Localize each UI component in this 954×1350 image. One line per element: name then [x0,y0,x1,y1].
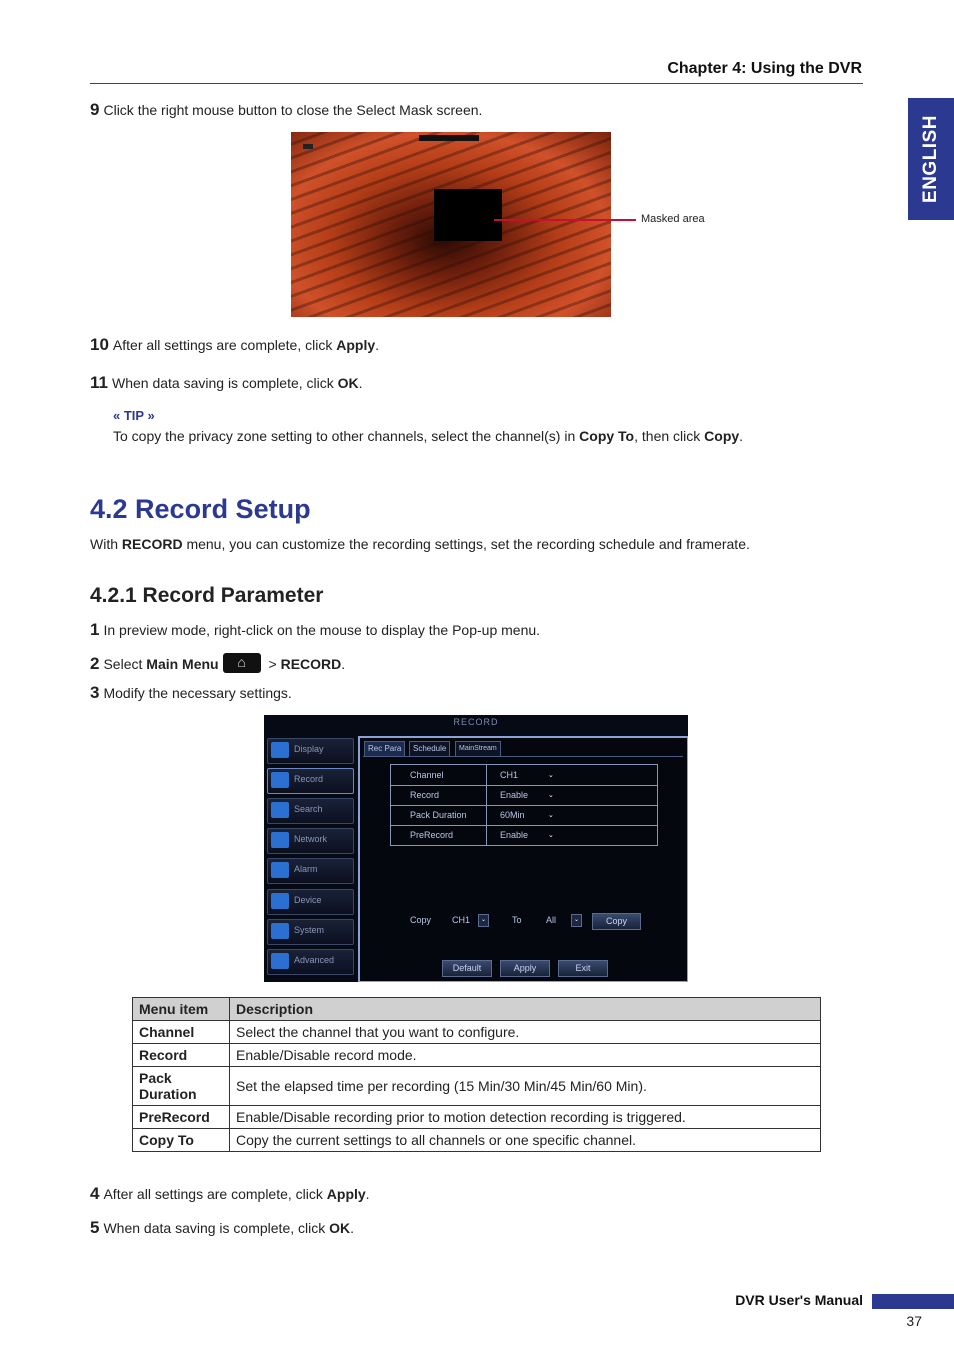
step-4 [90,1184,370,1204]
copy-button[interactable]: Copy [592,913,641,930]
chapter-heading: Chapter 4: Using the DVR [667,60,862,77]
copy-from-select[interactable]: CH1 [452,915,471,925]
chevron-down-icon[interactable]: ⌄ [548,792,554,799]
tip-body [113,428,743,444]
step-5 [90,1218,354,1238]
gear-icon [271,923,289,939]
table-row [133,1044,821,1067]
channel-select[interactable]: CH1 [500,770,519,780]
display-icon [271,742,289,758]
step-text-end: . [365,1186,370,1202]
step-text-end: . [341,656,346,672]
substep-3 [90,683,292,703]
settings-grid [390,764,658,846]
device-icon [271,893,289,909]
step-number: 9 [90,100,100,119]
channel-overlay [303,144,313,149]
sidebar-item-advanced[interactable] [267,949,354,975]
apply-button[interactable]: Apply [500,960,550,977]
chevron-down-icon[interactable]: ⌄ [548,772,554,779]
step-text: Select [103,656,147,672]
page-number: 37 [906,1313,922,1329]
sidebar-item-device[interactable] [267,889,354,915]
copy-label: Copy [410,915,432,925]
substep-2 [90,654,345,675]
step-bold: RECORD [280,656,342,672]
step-text-end: . [375,337,380,353]
step-bold: Main Menu [146,656,219,672]
record-icon [271,772,289,788]
copy-to-select[interactable]: All [546,915,557,925]
row-key: Channel [410,770,444,780]
mask-preview-photo [291,132,611,317]
table-cell-key: Pack Duration [133,1067,230,1106]
row-prerecord [391,825,657,845]
step-number: 10 [90,335,109,354]
search-icon [271,802,289,818]
tab-rec-para[interactable]: Rec Para [364,741,405,756]
subsection-title: 4.2.1 Record Parameter [90,584,324,607]
tab-mainstream[interactable]: MainStream [455,741,501,756]
step-text: Modify the necessary settings. [103,685,292,701]
sidebar-label: Network [294,834,328,844]
to-label: To [512,915,522,925]
step-text: In preview mode, right-click on the mouse to display the Pop-up menu. [103,622,541,638]
table-cell-key: Channel [133,1021,230,1044]
section-intro [90,536,750,552]
timestamp-overlay [419,135,479,141]
parameter-table [132,997,821,1152]
sidebar-label: Device [294,895,322,905]
record-select[interactable]: Enable [500,790,529,800]
intro-text: menu, you can customize the recording settings, set the recording schedule and framerate. [182,536,750,552]
row-key: Record [410,790,440,800]
step-text: When data saving is complete, click [103,1220,330,1236]
dvr-title: RECORD [453,717,499,727]
row-record [391,785,657,806]
step-11 [90,373,363,393]
step-number: 4 [90,1184,100,1203]
table-row [133,1067,821,1106]
footer-manual-title: DVR User's Manual [735,1292,863,1308]
tab-divider [363,756,683,757]
sidebar-label: Display [294,744,324,754]
record-panel [358,736,688,982]
tip-text: . [739,428,744,444]
network-icon [271,832,289,848]
step-text-end: . [358,375,363,391]
step-10 [90,335,379,355]
prerecord-select[interactable]: Enable [500,830,529,840]
row-key: PreRecord [410,830,454,840]
advanced-icon [271,953,289,969]
step-number: 2 [90,654,100,673]
sidebar-label: Search [294,804,323,814]
step-text: When data saving is complete, click [111,375,338,391]
tab-schedule[interactable]: Schedule [409,741,450,756]
sidebar-item-alarm[interactable] [267,858,354,884]
home-icon: ⌂ [223,653,261,673]
row-key: Pack Duration [410,810,467,820]
language-tab [908,98,954,220]
sidebar-item-record[interactable] [267,768,354,794]
step-text: After all settings are complete, click [112,337,337,353]
step-text: > [264,656,281,672]
table-row [133,1129,821,1152]
table-header: Description [230,998,821,1021]
footer-bar [872,1294,954,1309]
table-cell-key: PreRecord [133,1106,230,1129]
step-text-end: . [350,1220,355,1236]
step-number: 3 [90,683,100,702]
step-number: 5 [90,1218,100,1237]
sidebar-label: System [294,925,325,935]
substep-1 [90,620,540,640]
step-text: After all settings are complete, click [103,1186,327,1202]
sidebar-label: Alarm [294,864,318,874]
alarm-icon [271,862,289,878]
row-pack-duration [391,805,657,826]
step-bold: Apply [326,1186,366,1202]
step-bold: Apply [336,337,376,353]
table-cell-key: Copy To [133,1129,230,1152]
dvr-record-screen [264,715,688,982]
table-header-row [133,998,821,1021]
sidebar-item-system[interactable] [267,919,354,945]
step-number: 11 [90,373,108,392]
callout-line [494,219,636,221]
table-cell-key: Record [133,1044,230,1067]
sidebar-label: Record [294,774,324,784]
header-rule [90,83,863,84]
masked-area [434,189,502,241]
sidebar-item-display[interactable] [267,738,354,764]
chevron-down-icon[interactable]: ⌄ [548,812,554,819]
step-number: 1 [90,620,100,639]
table-cell: Enable/Disable recording prior to motion detection recording is triggered. [230,1106,821,1129]
sidebar-item-network[interactable] [267,828,354,854]
table-row [133,1021,821,1044]
default-button[interactable]: Default [442,960,492,977]
chevron-down-icon[interactable]: ⌄ [548,832,554,839]
sidebar-item-search[interactable] [267,798,354,824]
intro-text: With [90,536,122,552]
chevron-down-icon[interactable]: ⌄ [478,914,489,927]
table-cell: Enable/Disable record mode. [230,1044,821,1067]
table-cell: Copy the current settings to all channels or one specific channel. [230,1129,821,1152]
step-bold: OK [329,1220,351,1236]
callout-label: Masked area [641,213,705,225]
tip-text: , then click [634,428,705,444]
step-bold: OK [337,375,359,391]
chevron-down-icon[interactable]: ⌄ [571,914,582,927]
row-channel [391,765,657,786]
intro-bold: RECORD [121,536,183,552]
table-header: Menu item [133,998,230,1021]
table-row [133,1106,821,1129]
tip-bold: Copy To [579,428,635,444]
section-title: 4.2 Record Setup [90,494,311,524]
step-text: Click the right mouse button to close the Select Mask screen. [103,102,483,118]
tip-text: To copy the privacy zone setting to other channels, select the channel(s) in [113,428,580,444]
table-cell: Select the channel that you want to configure. [230,1021,821,1044]
tip-bold: Copy [704,428,740,444]
tip-title: « TIP » [113,408,155,423]
pack-duration-select[interactable]: 60Min [500,810,525,820]
table-cell: Set the elapsed time per recording (15 Min/30 Min/45 Min/60 Min). [230,1067,821,1106]
language-tab-label: ENGLISH [920,115,941,203]
step-9 [90,100,482,120]
sidebar-label: Advanced [294,955,335,965]
exit-button[interactable]: Exit [558,960,608,977]
